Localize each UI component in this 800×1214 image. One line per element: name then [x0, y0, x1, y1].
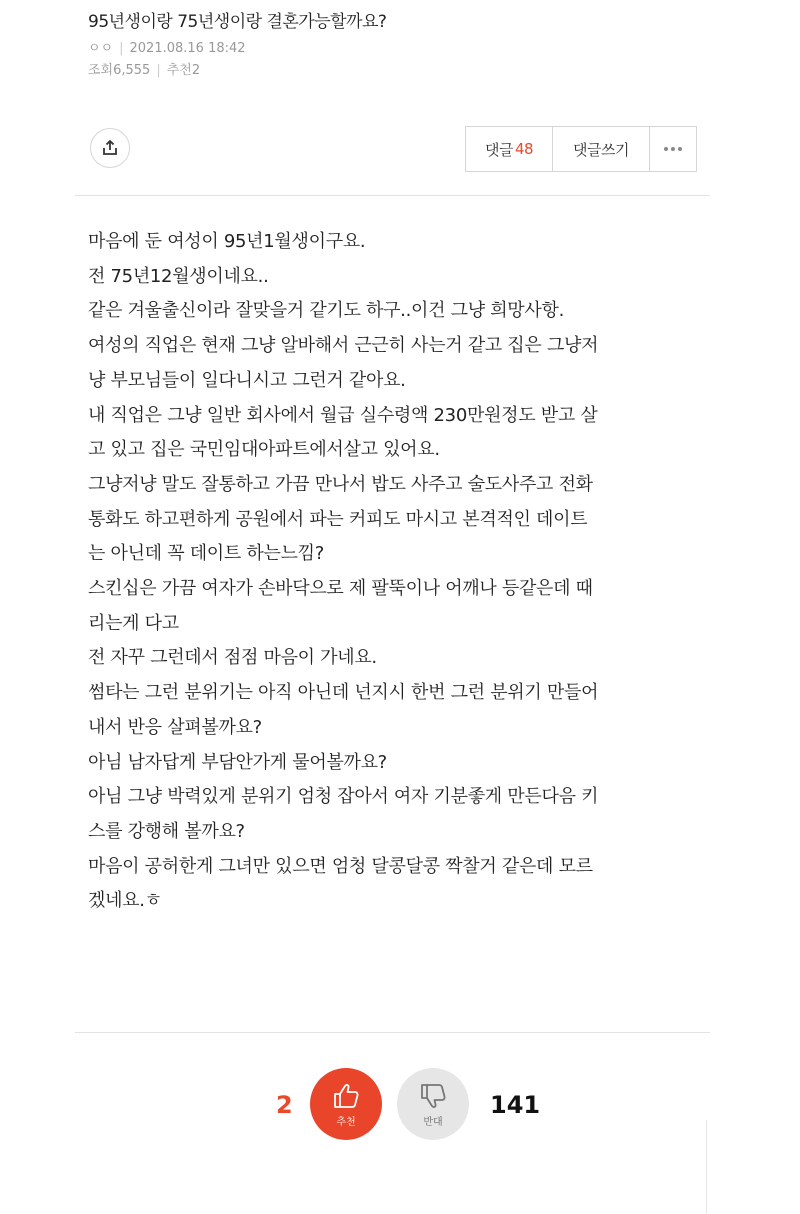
post-body — [88, 225, 708, 919]
view-count: 조회6,555 — [88, 63, 151, 78]
post-meta: ㅇㅇ | 2021.08.16 18:42 — [88, 41, 246, 56]
body-line: 마음에 둔 여성이 95년1월생이구요. — [88, 231, 366, 252]
write-comment-button[interactable] — [553, 127, 650, 171]
body-line: 전 자꾸 그런데서 점점 마음이 가네요. — [88, 647, 377, 669]
post-title: 95년생이랑 75년생이랑 결혼가능할까요? — [88, 12, 387, 32]
comments-count: 48 — [514, 140, 534, 158]
body-line: 여성의 직업은 현재 그냥 알바해서 근근히 사는거 같고 집은 그냥저 — [88, 335, 599, 357]
share-button[interactable] — [90, 128, 130, 168]
comments-label: 댓글 — [484, 140, 513, 159]
vote-area — [0, 1068, 800, 1144]
divider-bottom — [75, 1032, 710, 1033]
thumbs-up-icon — [331, 1081, 361, 1111]
body-line: 그냥저냥 말도 잘통하고 가끔 만나서 밥도 사주고 술도사주고 전화 — [88, 473, 593, 495]
share-icon — [101, 139, 119, 157]
body-line: 내 직업은 그냥 일반 회사에서 월급 실수령액 230만원정도 받고 살 — [88, 404, 598, 426]
body-line: 썸타는 그런 분위기는 아직 아닌데 넌지시 한번 그런 분위기 만들어 — [88, 682, 599, 704]
more-button[interactable] — [650, 127, 696, 171]
body-line: 스킨십은 가끔 여자가 손바닥으로 제 팔뚝이나 어깨나 등같은데 때 — [88, 578, 593, 600]
body-line: 겠네요.ㅎ — [88, 890, 162, 912]
body-line: 고 있고 집은 국민임대아파트에서살고 있어요. — [88, 439, 440, 461]
downvote-button[interactable] — [397, 1068, 469, 1140]
author-name[interactable]: ㅇㅇ — [88, 41, 114, 56]
comments-button[interactable] — [466, 127, 553, 171]
body-line: 아님 그냥 박력있게 분위기 엄청 잡아서 여자 기분좋게 만든다음 키 — [88, 786, 599, 808]
post-header — [88, 10, 708, 82]
body-line: 는 아닌데 꼭 데이트 하는느낌? — [88, 543, 324, 565]
body-line: 전 75년12월생이네요.. — [88, 265, 269, 287]
body-line: 통화도 하고편하게 공원에서 파는 커피도 마시고 본격적인 데이트 — [88, 508, 588, 530]
downvote-label: 반대 — [423, 1116, 443, 1128]
write-comment-label: 댓글쓰기 — [573, 140, 629, 159]
upvote-button[interactable] — [310, 1068, 382, 1140]
scroll-divider — [706, 1120, 707, 1214]
comment-toolbar — [465, 126, 697, 172]
recommend-count: 추천2 — [166, 63, 201, 78]
body-line: 마음이 공허한게 그녀만 있으면 엄청 달콩달콩 짝찰거 같은데 모르 — [88, 855, 593, 877]
body-line: 같은 겨울출신이라 잘맞을거 같기도 하구..이건 그냥 희망사항. — [88, 300, 564, 322]
body-line: 내서 반응 살펴볼까요? — [88, 716, 262, 738]
post-date: 2021.08.16 18:42 — [129, 41, 246, 56]
more-dots-icon — [664, 147, 682, 151]
downvote-count: 141 — [490, 1091, 541, 1119]
body-line: 아님 남자답게 부담안가게 물어볼까요? — [88, 751, 387, 773]
upvote-count: 2 — [276, 1091, 293, 1119]
body-line: 스를 강행해 볼까요? — [88, 820, 245, 842]
post-stats: 조회6,555 | 추천2 — [88, 63, 201, 78]
divider-top — [75, 195, 710, 196]
body-line: 리는게 다고 — [88, 612, 179, 634]
body-line: 냥 부모님들이 일다니시고 그런거 같아요. — [88, 369, 406, 391]
upvote-label: 추천 — [336, 1116, 356, 1128]
thumbs-down-icon — [418, 1081, 448, 1111]
